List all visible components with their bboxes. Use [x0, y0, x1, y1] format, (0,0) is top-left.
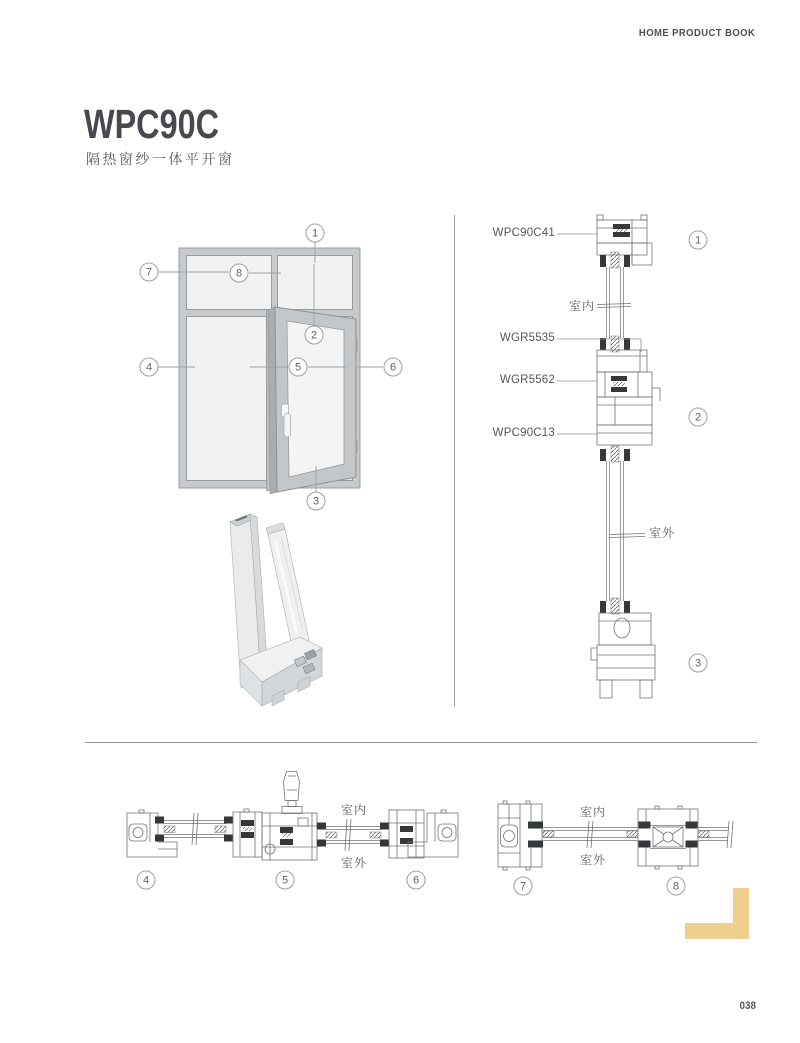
callout-hsection-7: 7 [514, 877, 533, 896]
header-title: HOME PRODUCT BOOK [638, 27, 755, 39]
callout-hsection-4: 4 [137, 871, 156, 890]
callout-elevation-1: 1 [306, 224, 325, 243]
fixed-pane [187, 317, 267, 481]
profile-glass [268, 529, 309, 646]
label-outdoor-vertical: 室外 [649, 526, 676, 540]
callout-elevation-5: 5 [289, 358, 308, 377]
callout-hsection-8: 8 [667, 877, 686, 896]
label-outdoor-bottom-right: 室外 [579, 853, 606, 867]
sash-glass [287, 321, 344, 477]
page-number: 038 [739, 1000, 756, 1012]
transom-pane-left [187, 256, 272, 310]
corner-accent [685, 888, 749, 939]
window-handle-lever [284, 413, 291, 437]
callout-section-3: 3 [689, 654, 708, 673]
callout-section-1: 1 [689, 231, 708, 250]
elevation-drawing [158, 242, 383, 494]
label-profile-wgr5562: WGR5562 [499, 374, 555, 386]
horizontal-section-left-drawing [127, 772, 458, 861]
page-subtitle: 隔热窗纱一体平开窗 [86, 151, 235, 167]
label-profile-wgr5535: WGR5535 [499, 332, 555, 344]
page-title: WPC90C [84, 101, 219, 147]
callout-elevation-2: 2 [305, 326, 324, 345]
callout-elevation-6: 6 [384, 358, 403, 377]
label-profile-wpc90c13: WPC90C13 [492, 427, 555, 439]
corner-profile-3d [230, 514, 322, 706]
label-indoor-vertical: 室内 [568, 299, 595, 313]
label-indoor-bottom-right: 室内 [579, 805, 606, 819]
callout-hsection-6: 6 [407, 871, 426, 890]
label-profile-wpc90c41: WPC90C41 [492, 227, 555, 239]
callout-elevation-7: 7 [140, 263, 159, 282]
callout-hsection-5: 5 [276, 871, 295, 890]
vertical-section-drawing [557, 215, 660, 698]
label-indoor-bottom-left: 室内 [340, 803, 367, 817]
callout-section-2: 2 [689, 408, 708, 427]
callout-elevation-3: 3 [307, 492, 326, 511]
callout-elevation-4: 4 [140, 358, 159, 377]
label-outdoor-bottom-left: 室外 [340, 856, 367, 870]
horizontal-section-right-drawing [498, 801, 733, 870]
callout-elevation-8: 8 [230, 264, 249, 283]
transom-pane-right [278, 256, 353, 310]
